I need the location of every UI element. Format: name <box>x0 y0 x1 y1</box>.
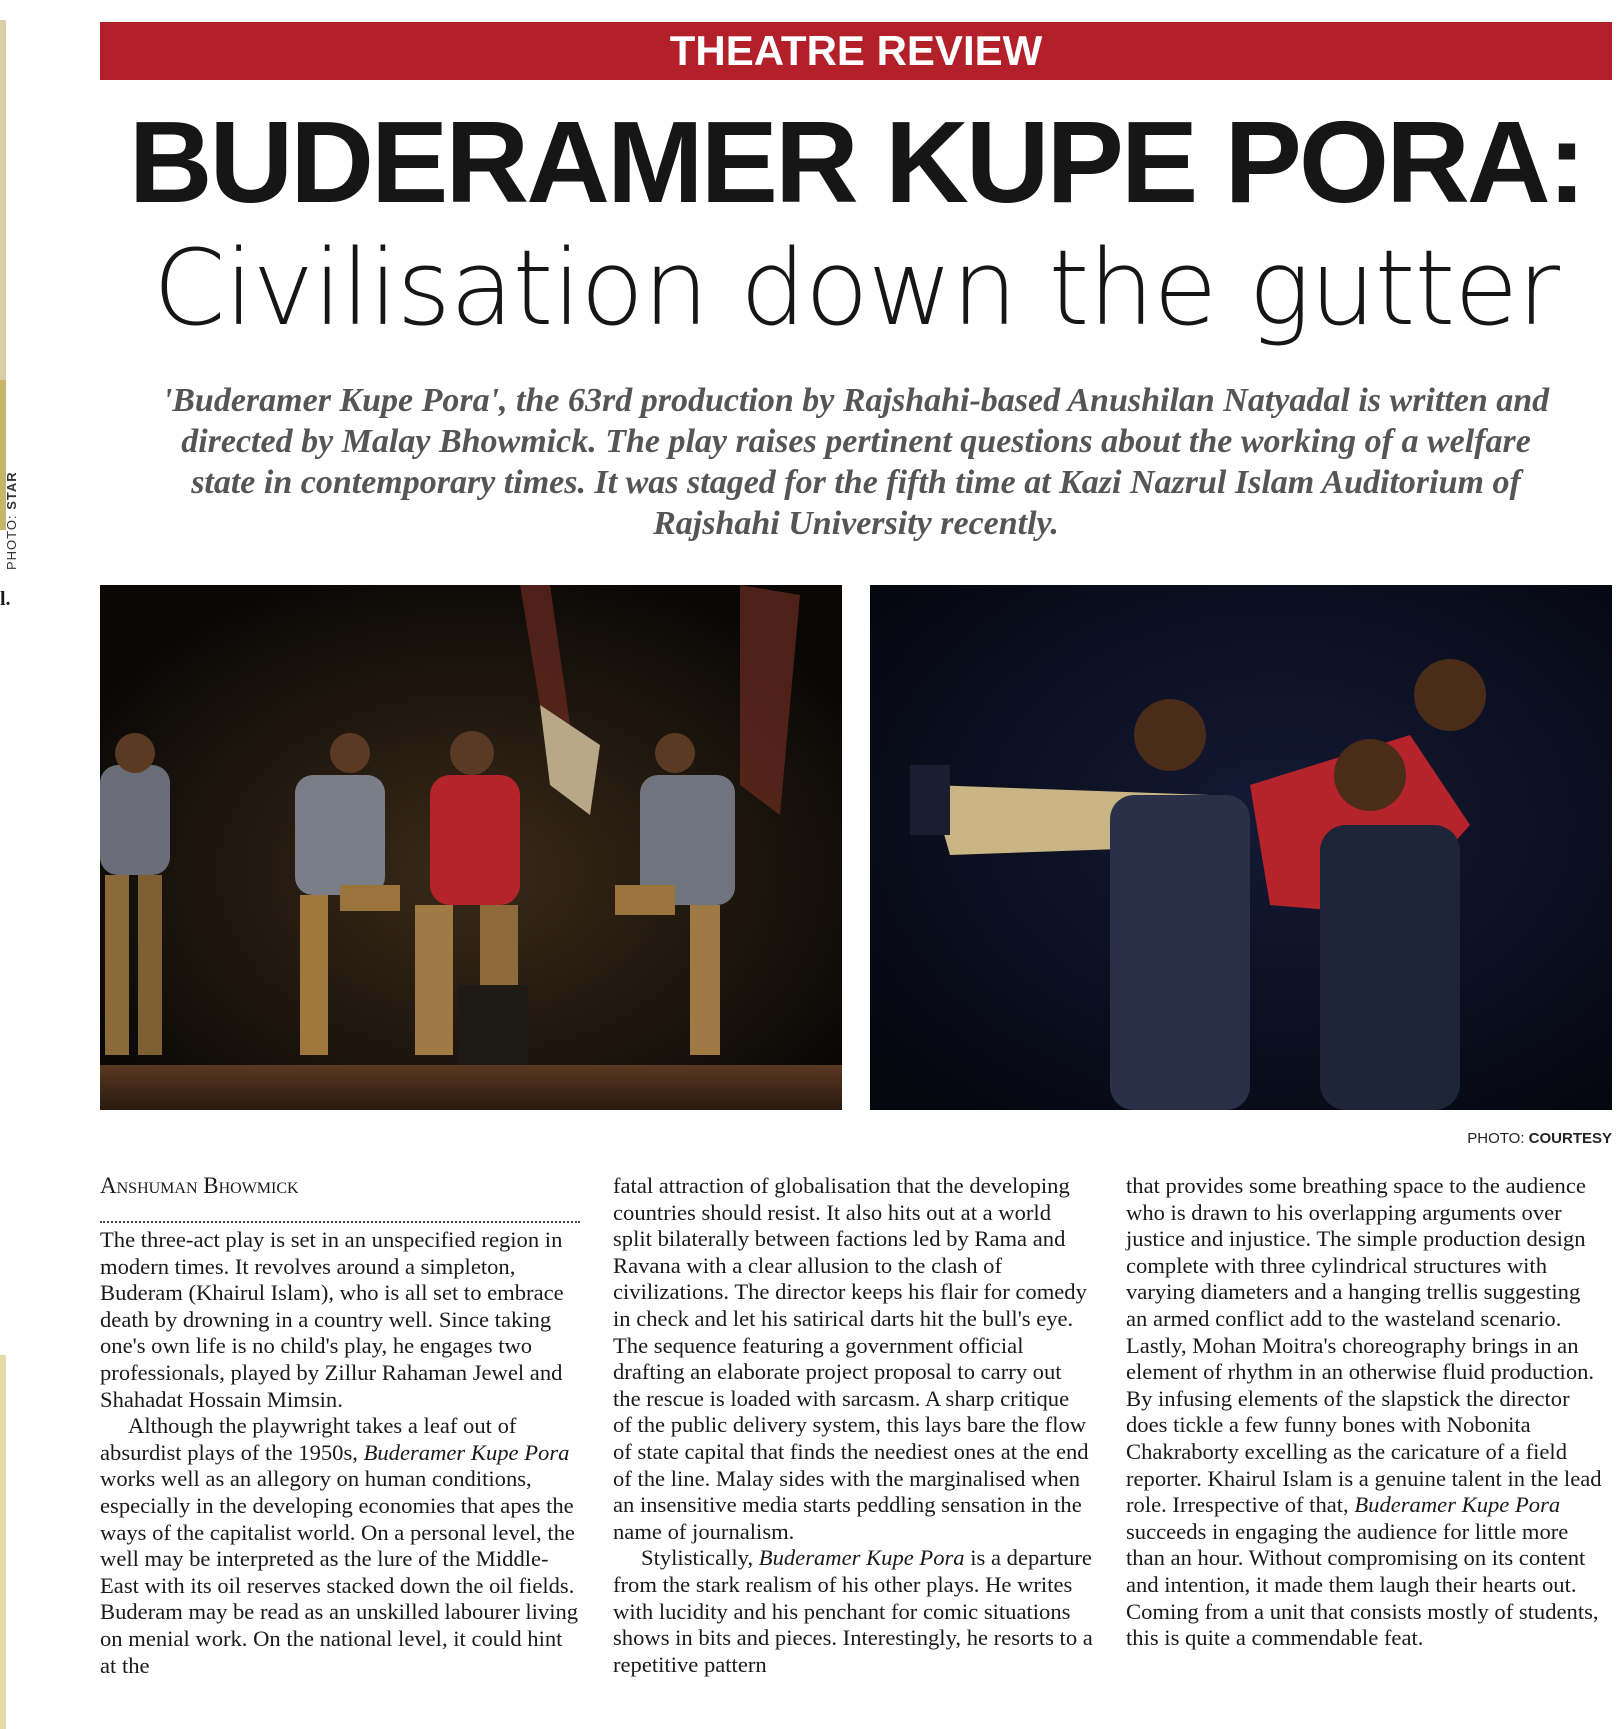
stage-photo-left <box>100 585 842 1110</box>
headline: BUDERAMER KUPE PORA: <box>128 97 1584 227</box>
edge-photo-strip <box>0 20 6 440</box>
byline-divider <box>100 1221 580 1223</box>
subheadline: Civilisation down the gutter <box>153 227 1559 349</box>
article-column-1 <box>100 1173 580 1679</box>
article-paragraph: Stylistically, Buderamer Kupe Pora is a departure from the stark realism of his other plays. He writes with lucidity and his penchant for comic situations shows in bits and pieces. Interestingly, he resorts to a repetitive pattern <box>613 1545 1093 1677</box>
section-banner: THEATRE REVIEW <box>100 22 1612 80</box>
article-paragraph: fatal attraction of globalisation that the developing countries should resist. It also hits out at a world split bilaterally between factions led by Rama and Ravana with a clear allusion to the clash of civilizations. The director keeps his flair for comedy in check and let his satirical darts hit the bull's eye. The sequence featuring a government official drafting an elaborate project proposal to carry out the rescue is loaded with sarcasm. A sharp critique of the public delivery system, this lays bare the flow of state capital that finds the neediest ones at the end of the line. Malay sides with the marginalised when an insensitive media starts peddling sensation in the name of journalism. <box>613 1173 1089 1544</box>
article-paragraph: that provides some breathing space to the audience who is drawn to his overlapping arguments over justice and injustice. The simple production design complete with three cylindrical structures with varying diameters and a hanging trellis suggesting an armed conflict add to the wasteland scenario. Lastly, Mohan Moitra's choreography brings in an element of rhythm in an otherwise fluid production. By infusing elements of the slapstick the director does tickle a few funny bones with Nobonita Chakraborty excelling as the caricature of a field reporter. Khairul Islam is a genuine talent in the lead role. Irrespective of that, Buderamer Kupe Pora succeeds in engaging the audience for little more than an hour. Without compromising on its content and intention, it made them laugh their hearts out. Coming from a unit that consists mostly of students, this is quite a commendable feat. <box>1126 1173 1602 1651</box>
stage-scene-left-illustration <box>100 585 842 1110</box>
page-edge <box>0 0 26 1729</box>
article-paragraph: The three-act play is set in an unspecified region in modern times. It revolves around a simpleton, Buderam (Khairul Islam), who is all set to embrace death by drowning in a country well. Since taking one's own life is no child's play, he engages two professionals, played by Zillur Rahaman Jewel and Shahadat Hossain Mimsin. <box>100 1227 564 1412</box>
photo-credit: PHOTO: COURTESY <box>1467 1130 1612 1147</box>
standfirst: 'Buderamer Kupe Pora', the 63rd production by Rajshahi-based Anushilan Natyadal is written and directed by Malay Bhowmick. The play raises pertinent questions about the working of a welfare state in contemporary times. It was staged for the fifth time at Kazi Nazrul Islam Auditorium of Rajshahi University recently. <box>162 382 1550 542</box>
edge-text-fragment: l. <box>0 588 11 610</box>
article-column-2 <box>613 1173 1093 1678</box>
article-paragraph: Although the playwright takes a leaf out of absurdist plays of the 1950s, Buderamer Kupe Pora works well as an allegory on human conditions, especially in the developing economies that apes the ways of the capitalist world. On a personal level, the well may be interpreted as the lure of the Middle-East with its oil reserves stacked down the oil fields. Buderam may be read as an unskilled labourer living on menial work. On the national level, it could hint at the <box>100 1413 579 1678</box>
edge-photo-strip-bottom <box>0 1355 6 1729</box>
byline: Anshuman Bhowmick <box>100 1173 299 1198</box>
article-column-3 <box>1126 1173 1606 1652</box>
stage-scene-right-illustration <box>870 585 1612 1110</box>
edge-photo-credit: PHOTO: STAR <box>4 471 19 570</box>
stage-photo-right <box>870 585 1612 1110</box>
